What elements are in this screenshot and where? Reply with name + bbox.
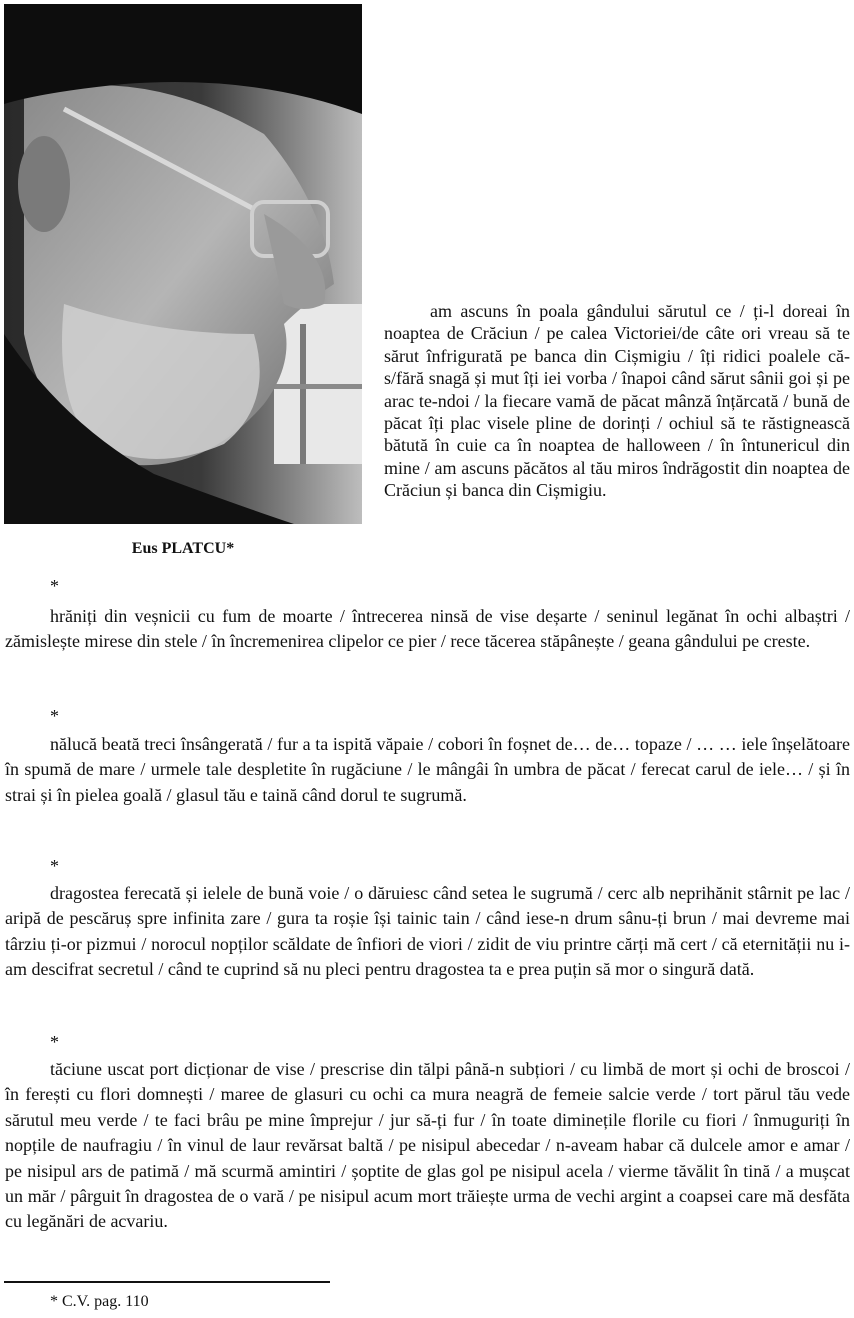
poem-paragraph: nălucă beată treci însângerată / fur a ta ispită văpaie / cobori în foșnet de… de… topaze / … … iele înșelătoare în spumă de mare / urmele tale despletite în rugăciune / le mângâi în umbra de păcat / ferecat carul de iele… / și în strai și în pielea goală / glasul tău e taină când dorul te sugrumă.	[5, 734, 850, 805]
poem-paragraph: hrăniți din veșnicii cu fum de moarte / întrecerea ninsă de vise deșarte / seninul legănat în ochi albaștri / zămislește mirese din stele / în încremenirea clipelor ce pier / rece tăcerea stăpânește / geana gândului pe creste.	[5, 606, 850, 652]
poem-paragraph: tăciune uscat port dicționar de vise / prescrise din tălpi până-n subțiori / cu limbă de mort și ochi de broscoi / în ferești cu flori domnești / maree de glasuri cu ochi ca mura neagră de femeie salcie verde / tort părul tău vede sărutul meu verde / te faci brâu pe mine împrejur / jur să-ți fur / în toate diminețile florile cu fiori / înmuguriți în nopțile de naufragiu / în vinul de laur revărsat baltă / pe nisipul abecedar / n-aveam habar că dulcele amor e amar / pe nisipul ars de patimă / mă scurmă amintiri / șoptite de glas gol pe nisipul acela / vierme tăvălit în tină / a mușcat un măr / pârguit în dragostea de o vară / pe nisipul acum mort trăiește urma de vechi argint a coapsei care mă desfăta cu legănări de acvariu.	[5, 1059, 850, 1232]
poem-separator: *	[50, 706, 59, 726]
poem-separator: *	[50, 1032, 59, 1052]
intro-poem: am ascuns în poala gândului sărutul ce / ți-l doreai în noaptea de Crăciun / pe calea Victoriei/de câte ori vreau să te sărut înfrigurată pe banca din Cișmigiu / îți ridici poalele că-s/fără snagă și mut îți iei vorba / înapoi când sărut sânii goi și pe arac te-ndoi / la fiecare vamă de păcat mânză înțărcată / bună de păcat îți plac visele pline de dorinți / ochiul să te răstignească bătută în cuie ca în noaptea de halloween / în întunericul din mine / am ascuns păcătos al tău miros îndrăgostit din noaptea de Crăciun și banca din Cișmigiu.	[384, 301, 850, 501]
poem-separator: *	[50, 856, 59, 876]
poem-paragraph: dragostea ferecată și ielele de bună voie / o dăruiesc când setea le sugrumă / cerc alb neprihănit stârnit pe lac / aripă de pescăruș spre infinita zare / gura ta roșie își tainic tain / când iese-n drum sânu-ți brun / mai devreme mai târziu ți-or pizmui / norocul nopților scăldate de înfiori de viori / zidit de viu printre cărți mă cert / că eternității nu i-am descifrat secretul / când te cuprind să nu pleci pentru dragostea ta e prea puțin să mor o singură dată.	[5, 883, 850, 980]
author-portrait-photo	[4, 4, 362, 524]
author-name-caption: Eus PLATCU*	[131, 540, 235, 557]
footnote-divider	[4, 1281, 330, 1283]
poem-separator: *	[50, 576, 59, 596]
footnote: * C.V. pag. 110	[50, 1293, 149, 1310]
